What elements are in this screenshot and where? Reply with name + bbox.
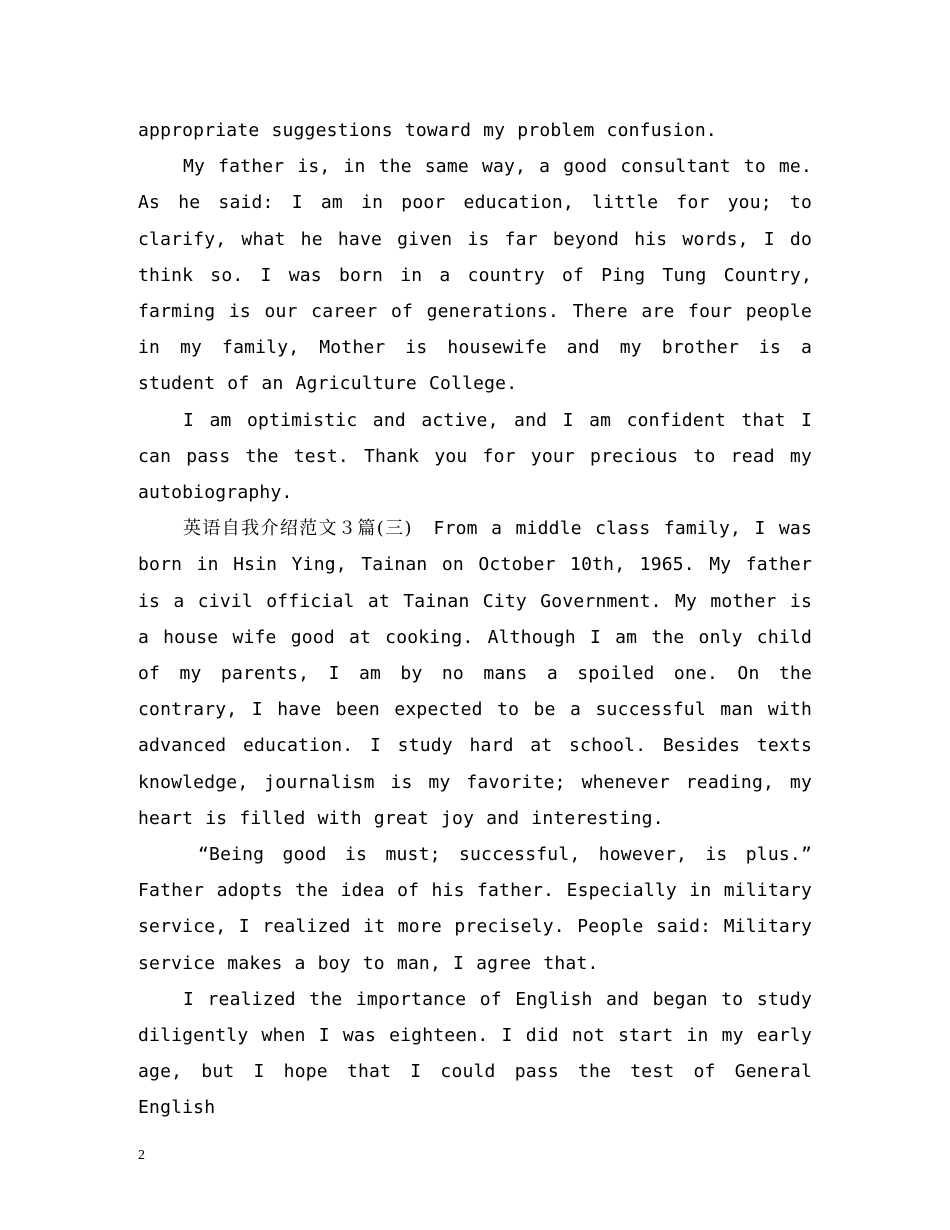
paragraph-continuation: appropriate suggestions toward my problem confusion. (138, 120, 717, 141)
page-number: 2 (138, 1148, 145, 1163)
paragraph-father-consultant: My father is, in the same way, a good consultant to me. As he said: I am in poor education, little for you; to clarify, what he have given is far beyond his words, I do think so. I was born in a country of Ping Tung Country, farming is our career of generations. There are four people in my family, Mother is housewife and my brother is a student of an Agriculture College. (138, 156, 812, 395)
paragraph-sample-three-text: From a middle class family, I was born in Hsin Ying, Tainan on October 10th, 1965. My father is a civil official at Tainan City Government. My mother is a house wife good at cooking. Although I am the only child of my parents, I am by no mans a spoiled one. On the contrary, I have been expected to be a successful man with advanced education. I study hard at school. Besides texts knowledge, journalism is my favorite; whenever reading, my heart is filled with great joy and interesting. (138, 518, 813, 829)
section-heading: 英语自我介绍范文３篇(三) (183, 518, 412, 540)
paragraph-english-study: I realized the importance of English and began to study diligently when I was eighteen. I did not start in my early age, but I hope that I could pass the test of General English (138, 988, 812, 1119)
paragraph-sample-three (138, 511, 812, 837)
body-text (138, 113, 812, 1127)
paragraph-optimistic: I am optimistic and active, and I am confident that I can pass the test. Thank you for your precious to read my autobiography. (138, 409, 812, 504)
paragraph-being-good: “Being good is must; successful, however, is plus.” Father adopts the idea of his father. Especially in military service, I realized it more precisely. People said: Military service makes a boy to man, I agree that. (138, 844, 812, 974)
